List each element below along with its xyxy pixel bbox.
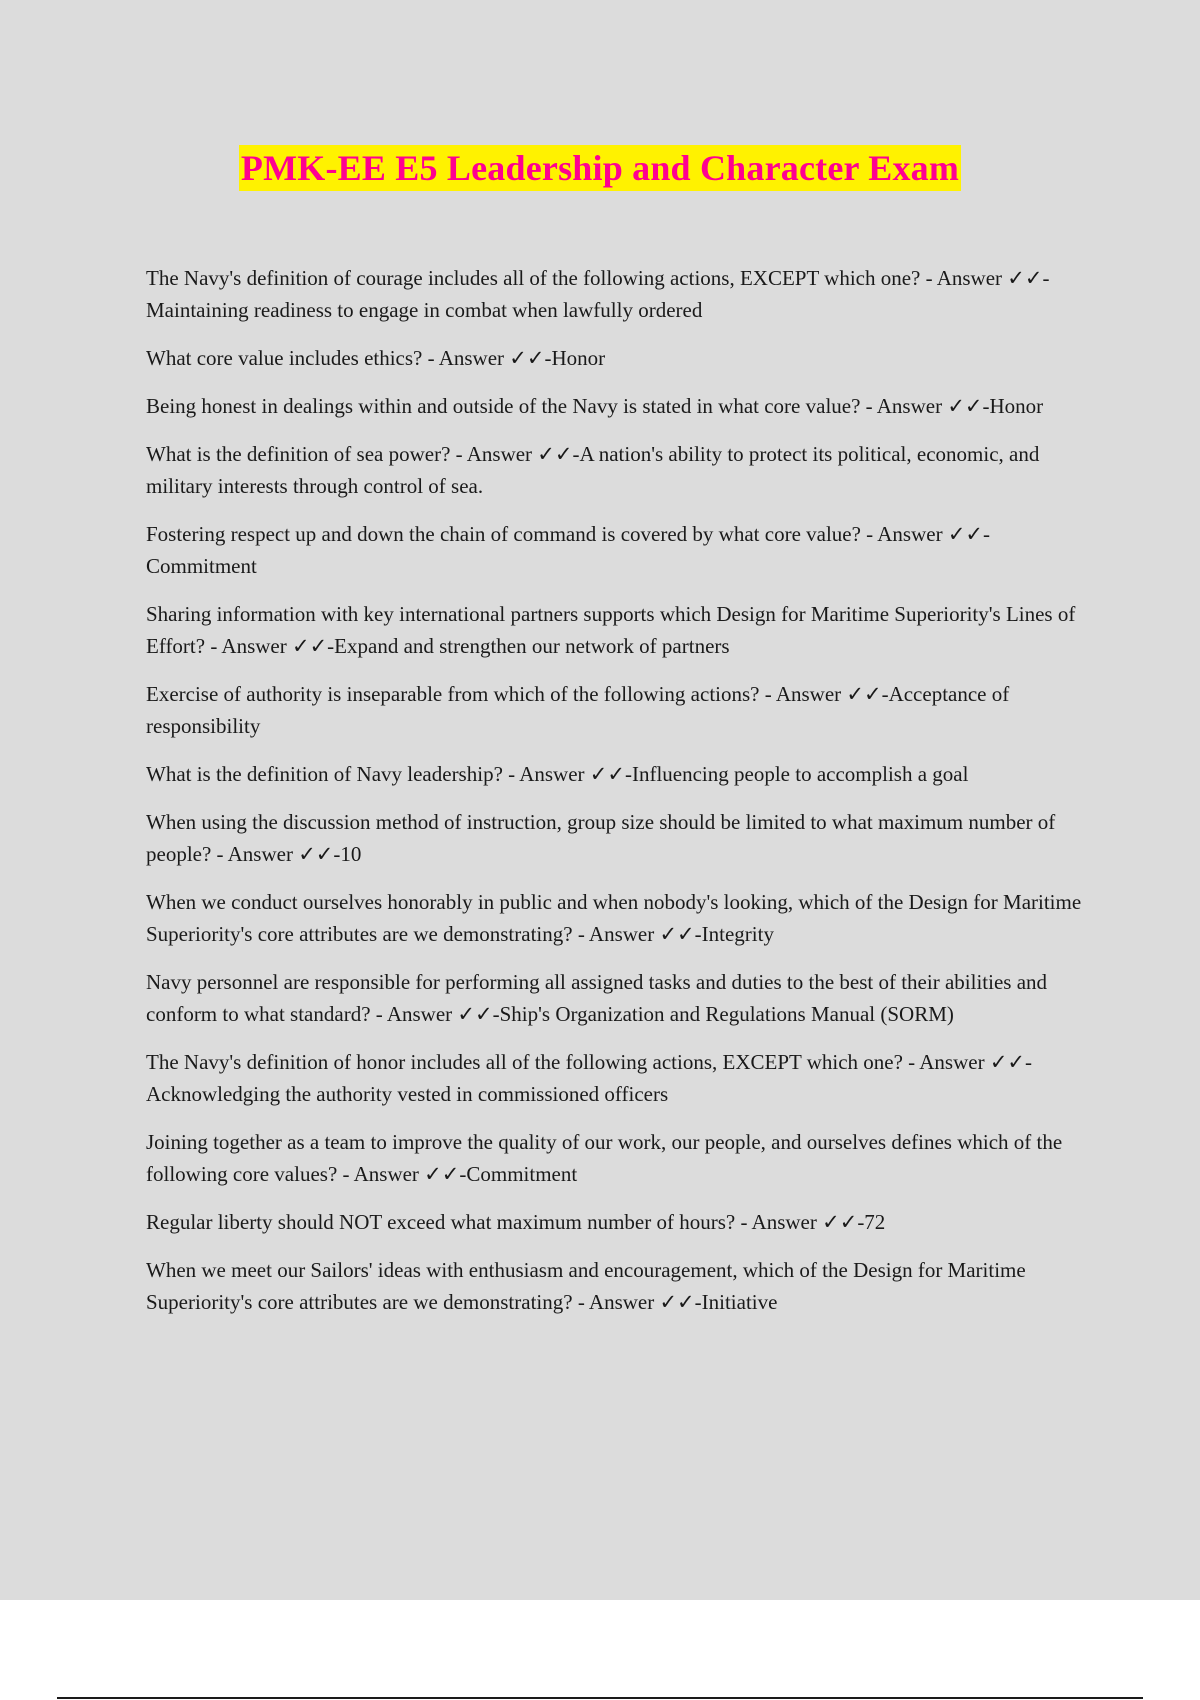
qa-item: Being honest in dealings within and outside of the Navy is stated in what core value? - Answer ✓✓-Honor	[146, 394, 1044, 418]
qa-list	[146, 262, 1090, 1334]
qa-item: When we conduct ourselves honorably in public and when nobody's looking, which of the Design for Maritime Superiority's core attributes are we demonstrating? - Answer ✓✓-Integrity	[146, 890, 1082, 946]
qa-item: When we meet our Sailors' ideas with enthusiasm and encouragement, which of the Design for Maritime Superiority's core attributes are we demonstrating? - Answer ✓✓-Initiative	[146, 1258, 1026, 1314]
qa-item: Fostering respect up and down the chain of command is covered by what core value? - Answer ✓✓-Commitment	[146, 522, 991, 578]
qa-item: When using the discussion method of instruction, group size should be limited to what maximum number of people? - Answer ✓✓-10	[146, 810, 1056, 866]
document-title: PMK-EE E5 Leadership and Character Exam	[239, 145, 961, 191]
qa-item: Sharing information with key international partners supports which Design for Maritime Superiority's Lines of Effort? - Answer ✓✓-Expand and strengthen our network of partners	[146, 602, 1076, 658]
qa-item: What is the definition of sea power? - Answer ✓✓-A nation's ability to protect its political, economic, and military interests through control of sea.	[146, 442, 1040, 498]
qa-item: Joining together as a team to improve the quality of our work, our people, and ourselves defines which of the following core values? - Answer ✓✓-Commitment	[146, 1130, 1063, 1186]
qa-item: The Navy's definition of courage includes all of the following actions, EXCEPT which one? - Answer ✓✓-Maintaining readiness to engage in combat when lawfully ordered	[146, 266, 1050, 322]
qa-item: Navy personnel are responsible for performing all assigned tasks and duties to the best of their abilities and conform to what standard? - Answer ✓✓-Ship's Organization and Regulations Manual (SORM)	[146, 970, 1048, 1026]
page-bottom-rule	[57, 1697, 1143, 1699]
qa-item: The Navy's definition of honor includes all of the following actions, EXCEPT which one? - Answer ✓✓-Acknowledging the authority vested in commissioned officers	[146, 1050, 1032, 1106]
qa-item: Exercise of authority is inseparable from which of the following actions? - Answer ✓✓-Acceptance of responsibility	[146, 682, 1010, 738]
qa-item: Regular liberty should NOT exceed what maximum number of hours? - Answer ✓✓-72	[146, 1210, 886, 1234]
title-container	[0, 145, 1200, 191]
qa-item: What is the definition of Navy leadership? - Answer ✓✓-Influencing people to accomplish a goal	[146, 762, 969, 786]
qa-item: What core value includes ethics? - Answer ✓✓-Honor	[146, 346, 606, 370]
